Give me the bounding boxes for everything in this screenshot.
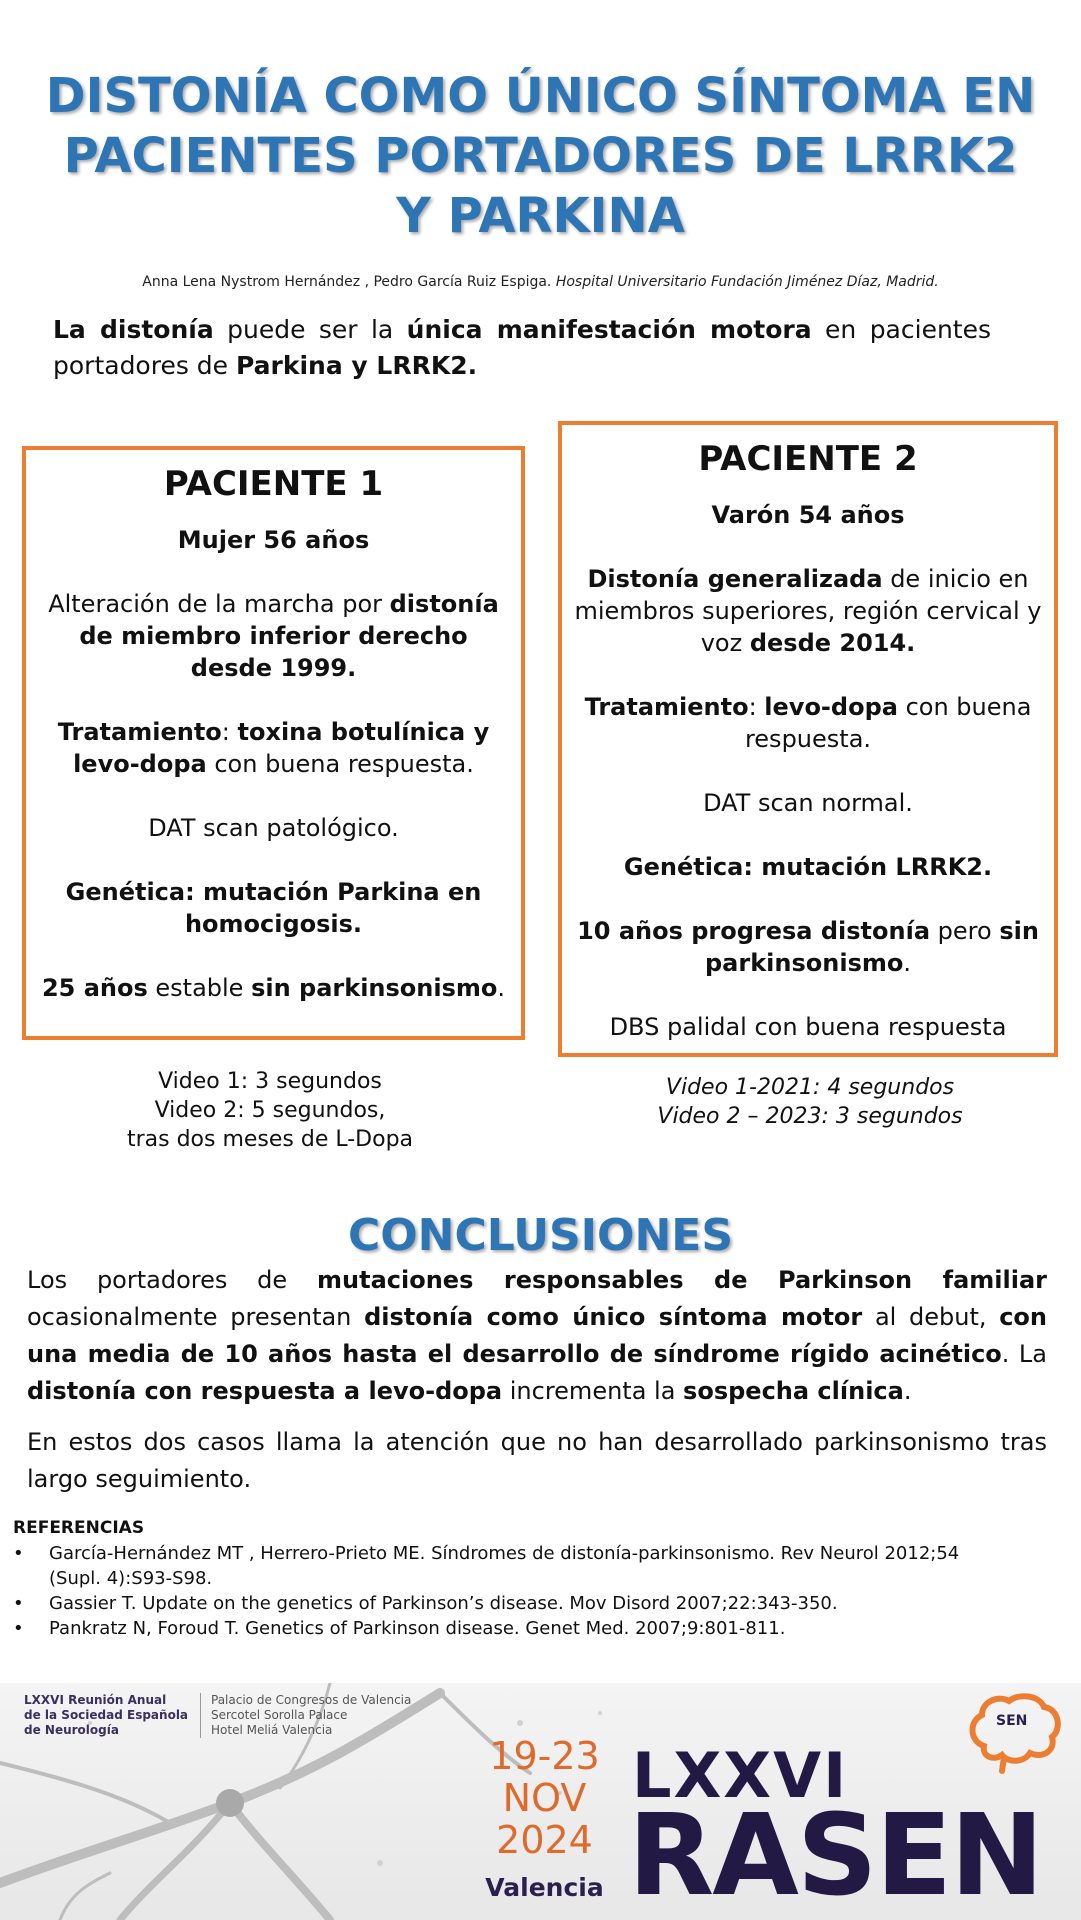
author-names: Anna Lena Nystrom Hernández , Pedro García Ruiz Espiga. bbox=[142, 274, 552, 290]
patient-2-dbs: DBS palidal con buena respuesta bbox=[609, 1013, 1007, 1041]
p1-tx-a: Tratamiento bbox=[57, 718, 222, 746]
p1-course-b: estable bbox=[147, 974, 252, 1002]
patient-1-heading: PACIENTE 1 bbox=[163, 464, 384, 504]
p1-course-c: sin parkinsonismo bbox=[251, 974, 498, 1002]
venue-3: Hotel Meliá Valencia bbox=[211, 1723, 333, 1737]
lead-text-2: puede ser la bbox=[213, 315, 407, 344]
organizer-block bbox=[24, 1693, 188, 1738]
p2-prog-c: sin parkinsonismo bbox=[705, 917, 1039, 977]
p2-prog-a: 10 años progresa distonía bbox=[577, 917, 931, 945]
lead-statement bbox=[53, 312, 991, 384]
conclusions-paragraph-1 bbox=[27, 1262, 1047, 1410]
org-line-2: de la Sociedad Española bbox=[24, 1708, 189, 1722]
c-4: distonía como único síntoma motor bbox=[364, 1303, 863, 1331]
author-institution: Hospital Universitario Fundación Jiménez Díaz, Madrid. bbox=[555, 274, 939, 290]
org-line-3: de Neurología bbox=[24, 1723, 119, 1737]
patient-2-treatment bbox=[572, 691, 1044, 755]
p2-dys-a: Distonía generalizada bbox=[587, 565, 883, 593]
p1-course-d: . bbox=[497, 974, 506, 1002]
venue-1: Palacio de Congresos de Valencia bbox=[211, 1693, 412, 1707]
event-dates bbox=[482, 1735, 607, 1861]
p2-dys-b: de inicio en miembros superiores, región cervical y voz bbox=[574, 565, 1042, 657]
p1-gait-b: distonía de miembro inferior derecho desde 1999. bbox=[79, 590, 499, 682]
date-year: 2024 bbox=[496, 1818, 593, 1862]
date-month: NOV bbox=[502, 1776, 587, 1820]
patient-1-videos bbox=[60, 1067, 480, 1154]
p2-tx-c: levo-dopa bbox=[764, 693, 898, 721]
conclusions-heading: CONCLUSIONES bbox=[347, 1210, 734, 1261]
c-3: ocasionalmente presentan bbox=[27, 1303, 365, 1331]
patient-1-dat: DAT scan patológico. bbox=[148, 814, 399, 842]
c-9: incrementa la bbox=[502, 1377, 684, 1405]
reference-item: • Gassier T. Update on the genetics of Parkinson’s disease. Mov Disord 2007;22:343-350. bbox=[13, 1591, 1013, 1616]
p2-tx-b: : bbox=[748, 693, 765, 721]
patient-1-course bbox=[36, 972, 511, 1004]
event-name: RASEN bbox=[628, 1791, 1042, 1920]
patient-1-genetics bbox=[36, 876, 511, 940]
p1-gen: Genética: mutación Parkina en homocigosis. bbox=[65, 878, 482, 938]
p2-gen: Genética: mutación LRRK2. bbox=[623, 853, 993, 881]
patient-1-demographics bbox=[36, 524, 511, 556]
p1-video-1: Video 1: 3 segundos bbox=[158, 1069, 382, 1094]
p1-video-2-note: tras dos meses de L-Dopa bbox=[126, 1127, 414, 1152]
p1-tx-b: : bbox=[221, 718, 238, 746]
conclusions-paragraph-2: En estos dos casos llama la atención que no han desarrollado parkinsonismo tras largo seguimiento. bbox=[27, 1428, 1047, 1493]
p1-gait-a: Alteración de la marcha por bbox=[48, 590, 390, 618]
p2-prog-d: . bbox=[903, 949, 911, 977]
references-heading: REFERENCIAS bbox=[13, 1518, 145, 1538]
references-list bbox=[13, 1541, 1013, 1641]
lead-bold-3: única manifestación motora bbox=[406, 315, 812, 344]
p1-demo: Mujer 56 años bbox=[177, 526, 370, 554]
date-days: 19-23 bbox=[489, 1734, 600, 1778]
patient-2-box bbox=[558, 421, 1058, 1057]
c-10: sospecha clínica bbox=[683, 1377, 904, 1405]
authors-line bbox=[40, 274, 1041, 290]
p1-tx-c: toxina botulínica y levo-dopa bbox=[73, 718, 490, 778]
p1-course-a: 25 años bbox=[41, 974, 148, 1002]
patient-2-heading: PACIENTE 2 bbox=[698, 439, 918, 479]
lead-bold-5: Parkina y LRRK2. bbox=[236, 351, 478, 380]
patient-1-gait bbox=[36, 588, 511, 684]
patient-2-genetics bbox=[572, 851, 1044, 883]
c-5: al debut, bbox=[862, 1303, 1000, 1331]
p1-video-2: Video 2: 5 segundos, bbox=[154, 1098, 386, 1123]
venue-2: Sercotel Sorolla Palace bbox=[211, 1708, 348, 1722]
patient-2-demographics bbox=[572, 499, 1044, 531]
patient-1-treatment bbox=[36, 716, 511, 780]
p2-video-2: Video 2 – 2023: 3 segundos bbox=[657, 1104, 963, 1129]
c-7: . La bbox=[1001, 1340, 1047, 1368]
patient-2-dat: DAT scan normal. bbox=[703, 789, 913, 817]
lead-text-4: en pacientes portadores de bbox=[53, 315, 992, 380]
p1-tx-d: con buena respuesta. bbox=[206, 750, 474, 778]
c-1: Los portadores de bbox=[27, 1266, 317, 1294]
reference-item: • García-Hernández MT , Herrero-Prieto ME. Síndromes de distonía-parkinsonismo. Rev Neurol 2012;54 (Supl. 4):S93-S98. bbox=[13, 1541, 1013, 1591]
p2-tx-d: con buena respuesta. bbox=[744, 693, 1032, 753]
c-6: con una media de 10 años hasta el desarrollo de síndrome rígido acinético bbox=[27, 1303, 1047, 1368]
reference-item: • Pankratz N, Foroud T. Genetics of Parkinson disease. Genet Med. 2007;9:801-811. bbox=[13, 1616, 1013, 1641]
p2-tx-a: Tratamiento bbox=[584, 693, 749, 721]
lead-bold-1: La distonía bbox=[53, 315, 214, 344]
c-8: distonía con respuesta a levo-dopa bbox=[27, 1377, 503, 1405]
p2-prog-b: pero bbox=[930, 917, 1000, 945]
c-11: . bbox=[903, 1377, 912, 1405]
congress-banner bbox=[0, 1683, 1081, 1920]
p2-dys-c: desde 2014. bbox=[749, 629, 916, 657]
poster-title: DISTONÍA COMO ÚNICO SÍNTOMA EN PACIENTES PORTADORES DE LRRK2 Y PARKINA bbox=[45, 68, 1036, 244]
patient-1-box bbox=[22, 446, 525, 1040]
sen-logo-text: SEN bbox=[996, 1713, 1028, 1729]
venues-block bbox=[200, 1693, 411, 1738]
sen-brain-logo-icon bbox=[964, 1691, 1064, 1775]
p2-demo: Varón 54 años bbox=[711, 501, 905, 529]
event-city: Valencia bbox=[485, 1873, 604, 1902]
patient-2-videos bbox=[600, 1073, 1020, 1131]
patient-2-dystonia bbox=[572, 563, 1044, 659]
patient-2-progression bbox=[572, 915, 1044, 979]
event-edition: LXXVI bbox=[632, 1739, 849, 1812]
p2-video-1: Video 1-2021: 4 segundos bbox=[665, 1075, 955, 1100]
c-2: mutaciones responsables de Parkinson familiar bbox=[317, 1266, 1048, 1294]
org-line-1: LXXVI Reunión Anual bbox=[24, 1693, 167, 1707]
